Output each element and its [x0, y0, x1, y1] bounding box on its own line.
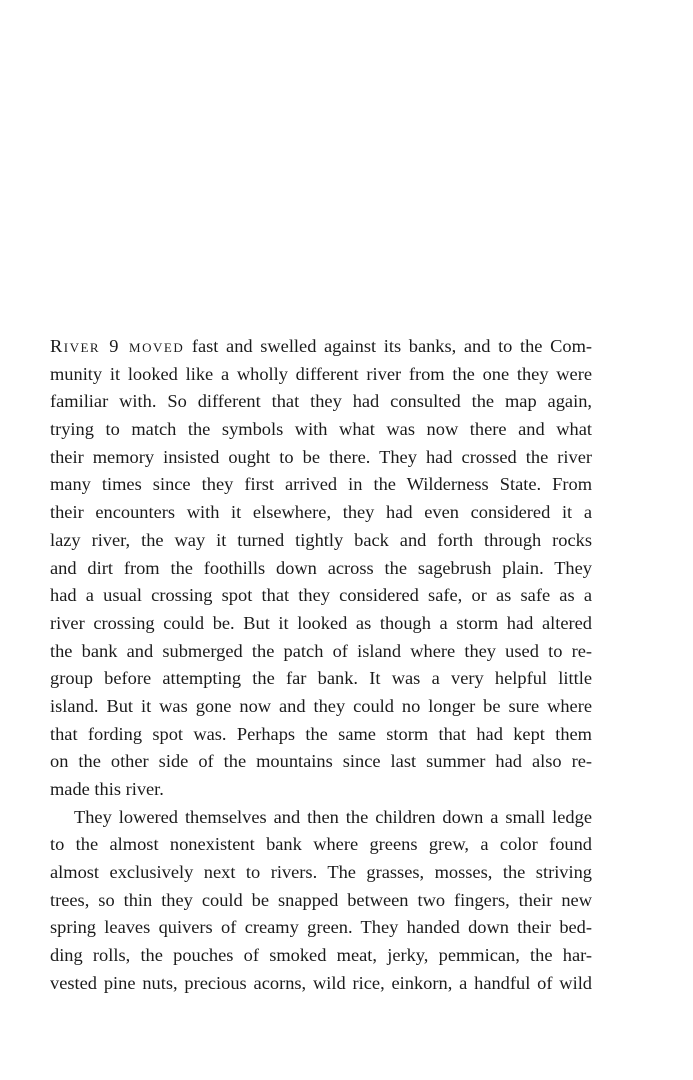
text-line: their encounters with it elsewhere, they had even considered it a: [50, 502, 592, 523]
text-line: many times since they first arrived in the Wilderness State. From: [50, 474, 592, 495]
text-line: river crossing could be. But it looked as though a storm had altered: [50, 612, 592, 633]
text-line: They lowered themselves and then the children down a small ledge: [74, 806, 592, 827]
text-line: on the other side of the mountains since last summer had also re-: [50, 751, 592, 772]
text-line-content: fast and swelled against its banks, and to the Com-: [184, 336, 592, 356]
text-line: vested pine nuts, precious acorns, wild rice, einkorn, a handful of wild: [50, 972, 592, 993]
lead-in-small-caps: River 9 moved: [50, 336, 185, 356]
text-line: almost exclusively next to rivers. The grasses, mosses, the striving: [50, 862, 592, 883]
text-line: made this river.: [50, 779, 164, 799]
text-line: lazy river, the way it turned tightly back and forth through rocks: [50, 529, 592, 550]
text-line: trees, so thin they could be snapped between two fingers, their new: [50, 889, 592, 910]
text-line: and dirt from the foothills down across the sagebrush plain. They: [50, 557, 592, 578]
text-line: their memory insisted ought to be there. They had crossed the river: [50, 446, 592, 467]
text-line: ding rolls, the pouches of smoked meat, jerky, pemmican, the har-: [50, 945, 592, 966]
text-line: [50, 333, 592, 361]
text-line: munity it looked like a wholly different river from the one they were: [50, 363, 592, 384]
body-text: [50, 333, 592, 998]
text-line: group before attempting the far bank. It was a very helpful little: [50, 668, 592, 689]
text-line: island. But it was gone now and they could no longer be sure where: [50, 695, 592, 716]
text-line: spring leaves quivers of creamy green. They handed down their bed-: [50, 917, 592, 938]
text-line: familiar with. So different that they had consulted the map again,: [50, 391, 592, 412]
text-line: to the almost nonexistent bank where greens grew, a color found: [50, 834, 592, 855]
text-line: trying to match the symbols with what was now there and what: [50, 419, 592, 440]
paragraph-2: [50, 804, 592, 998]
text-line: that fording spot was. Perhaps the same storm that had kept them: [50, 723, 592, 744]
text-line: had a usual crossing spot that they considered safe, or as safe as a: [50, 585, 592, 606]
paragraph-1: [50, 333, 592, 804]
text-line: the bank and submerged the patch of island where they used to re-: [50, 640, 592, 661]
